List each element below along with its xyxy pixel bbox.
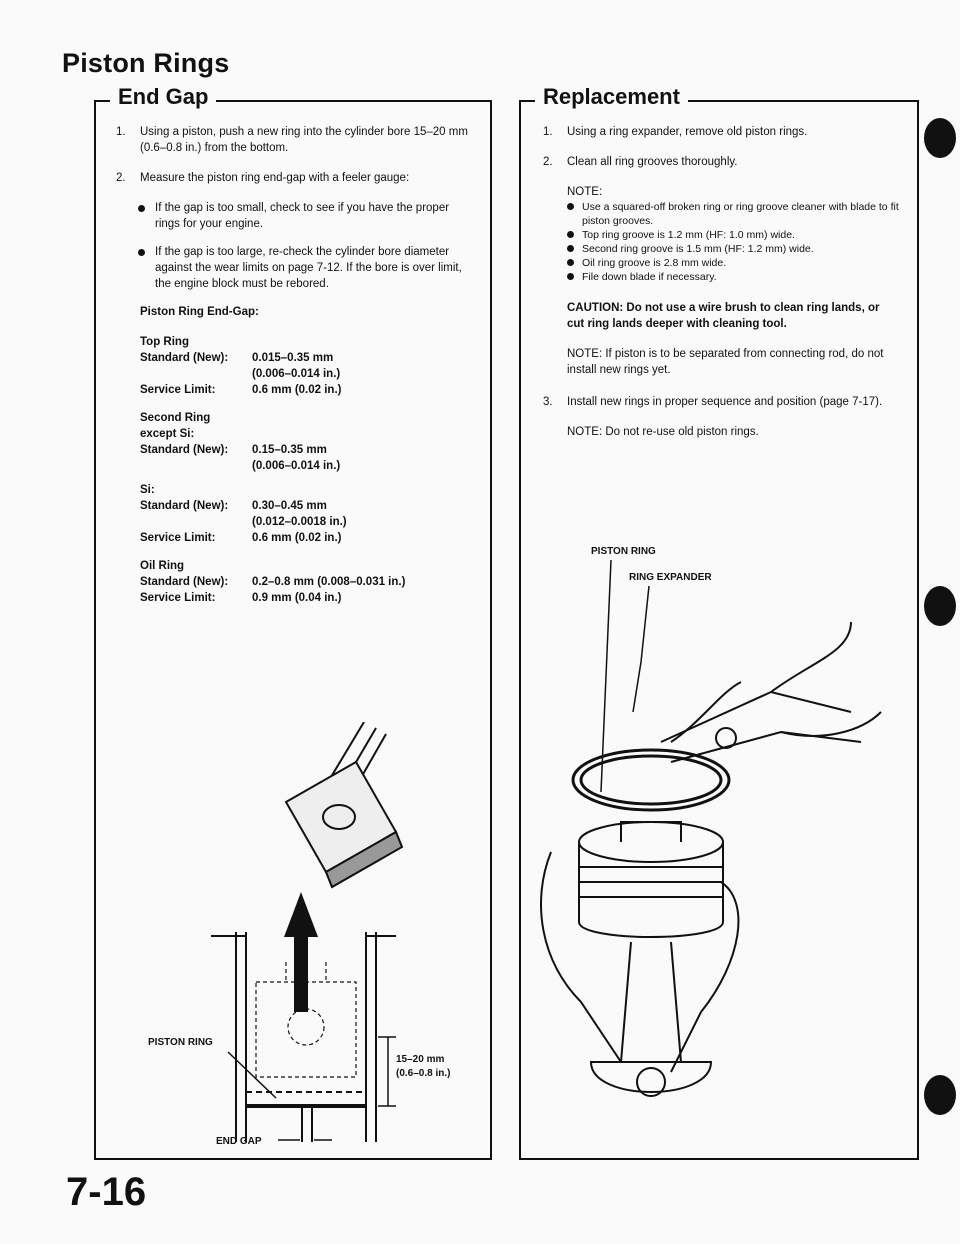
end-gap-content [116, 124, 476, 618]
step-number: 1. [543, 126, 553, 138]
step-text: Using a piston, push a new ring into the cylinder bore 15–20 mm (0.6–0.8 in.) from the bottom. [140, 126, 468, 154]
page-title: Piston Rings [62, 48, 230, 78]
piston-ring-label: PISTON RING [148, 1037, 213, 1048]
replacement-section [519, 84, 919, 1160]
note2-text: If piston is to be separated from connecting rod, do not install new rings yet. [567, 348, 884, 376]
spec-value: 0.2–0.8 mm (0.008–0.031 in.) [252, 576, 406, 588]
bullet-icon [567, 231, 574, 238]
spec-value: 0.015–0.35 mm [252, 352, 334, 364]
spec-label: Service Limit: [140, 532, 216, 544]
end-gap-diagram [96, 722, 490, 1158]
piston-illustration [579, 822, 723, 937]
spec-label: Standard (New): [140, 352, 229, 364]
note-item [567, 256, 899, 270]
distance-in-label: (0.6–0.8 in.) [396, 1068, 451, 1079]
spec-row [140, 382, 476, 398]
replacement-step-3 [543, 394, 899, 410]
margin-tab-icon [924, 118, 956, 158]
caution-label: CAUTION: [567, 302, 624, 314]
bullet-text: If the gap is too large, re-check the cylinder bore diameter against the wear limits on page 7-12. If the bore is over limit, the engine block must be rebored. [155, 246, 462, 290]
dimension-line [378, 1037, 396, 1106]
end-gap-heading: End Gap [110, 84, 216, 110]
spec-label: Service Limit: [140, 592, 216, 604]
replacement-heading: Replacement [535, 84, 688, 110]
heading-rule [519, 100, 533, 102]
note-item [567, 200, 899, 228]
spec-label: Standard (New): [140, 500, 229, 512]
step-text: Clean all ring grooves thoroughly. [567, 156, 738, 168]
end-gap-step-1 [116, 124, 476, 156]
note3-label: NOTE: [567, 426, 603, 438]
spec-value: 0.6 mm (0.02 in.) [252, 532, 342, 544]
spec-second-ring [140, 410, 476, 546]
spec-value: 0.6 mm (0.02 in.) [252, 384, 342, 396]
caution-text: Do not use a wire brush to clean ring lands, or cut ring lands deeper with cleaning tool. [567, 302, 880, 330]
note3-text: Do not re-use old piston rings. [605, 426, 759, 438]
margin-tab-icon [924, 1075, 956, 1115]
note3-block [567, 424, 899, 440]
ring-expander-diagram [521, 542, 917, 1122]
spec-row [140, 350, 476, 366]
note-label: NOTE: [567, 186, 603, 198]
spec-value: 0.9 mm (0.04 in.) [252, 592, 342, 604]
end-gap-section [94, 84, 492, 1160]
note-item [567, 270, 899, 284]
distance-mm-label: 15–20 mm [396, 1054, 445, 1065]
bullet-icon [567, 273, 574, 280]
spec-row [140, 498, 476, 514]
spec-row [140, 442, 476, 458]
bullet-text: If the gap is too small, check to see if you have the proper rings for your engine. [155, 202, 450, 230]
arrow-icon [284, 892, 318, 1012]
step-number: 3. [543, 396, 553, 408]
spec-value: 0.15–0.35 mm [252, 444, 327, 456]
end-gap-step-2 [116, 170, 476, 186]
ring-expander-tool [661, 622, 881, 762]
spec-value: (0.012–0.0018 in.) [252, 516, 347, 528]
spec-ring-name: Second Ring [140, 412, 211, 424]
page-number: 7-16 [66, 1170, 147, 1214]
step-text: Install new rings in proper sequence and position (page 7-17). [567, 396, 883, 408]
note-text: Use a squared-off broken ring or ring groove cleaner with blade to fit piston grooves. [582, 201, 899, 227]
spec-label: Standard (New): [140, 444, 229, 456]
note-text: Top ring groove is 1.2 mm (HF: 1.0 mm) wide. [582, 229, 795, 241]
spec-value: (0.006–0.014 in.) [252, 368, 341, 380]
replacement-step-2 [543, 154, 899, 170]
end-gap-bullet-2 [138, 244, 476, 292]
spec-ring-name: Top Ring [140, 336, 189, 348]
spec-label: Service Limit: [140, 384, 216, 396]
piston-ring-illustration [573, 750, 729, 810]
note2-label: NOTE: [567, 348, 603, 360]
connecting-rod-illustration [591, 942, 711, 1096]
piston-illustration [286, 722, 402, 887]
end-gap-bullet-1 [138, 200, 476, 232]
note-block [567, 184, 899, 378]
ring-expander-label: RING EXPANDER [629, 572, 712, 583]
piston-ring-label: PISTON RING [591, 546, 656, 557]
spec-row [140, 590, 476, 606]
spec-value: (0.006–0.014 in.) [252, 460, 341, 472]
bullet-icon [138, 205, 145, 212]
step-text: Using a ring expander, remove old piston rings. [567, 126, 808, 138]
step-number: 2. [116, 172, 126, 184]
spec-si-label: Si: [140, 484, 155, 496]
note-text: File down blade if necessary. [582, 271, 717, 283]
note-text: Second ring groove is 1.5 mm (HF: 1.2 mm) wide. [582, 243, 814, 255]
spec-ring-note: except Si: [140, 428, 195, 440]
spec-title: Piston Ring End-Gap: [140, 306, 259, 318]
bullet-icon [567, 259, 574, 266]
replacement-content [543, 124, 899, 440]
spec-label: Standard (New): [140, 576, 229, 588]
spec-value: 0.30–0.45 mm [252, 500, 327, 512]
step-number: 2. [543, 156, 553, 168]
spec-row [140, 574, 476, 590]
spec-row [140, 530, 476, 546]
spec-oil-ring [140, 558, 476, 606]
heading-rule [94, 100, 108, 102]
replacement-step-1 [543, 124, 899, 140]
note2-block [567, 346, 899, 378]
spec-ring-name: Oil Ring [140, 560, 185, 572]
step-number: 1. [116, 126, 126, 138]
bullet-icon [567, 245, 574, 252]
bullet-icon [567, 203, 574, 210]
note-item [567, 228, 899, 242]
spec-top-ring [140, 334, 476, 398]
note-text: Oil ring groove is 2.8 mm wide. [582, 257, 727, 269]
caution-block [567, 300, 899, 332]
bullet-icon [138, 249, 145, 256]
margin-tab-icon [924, 586, 956, 626]
step-text: Measure the piston ring end-gap with a feeler gauge: [140, 172, 410, 184]
note-item [567, 242, 899, 256]
end-gap-label: END GAP [216, 1136, 262, 1147]
hand-illustration [541, 682, 741, 1072]
